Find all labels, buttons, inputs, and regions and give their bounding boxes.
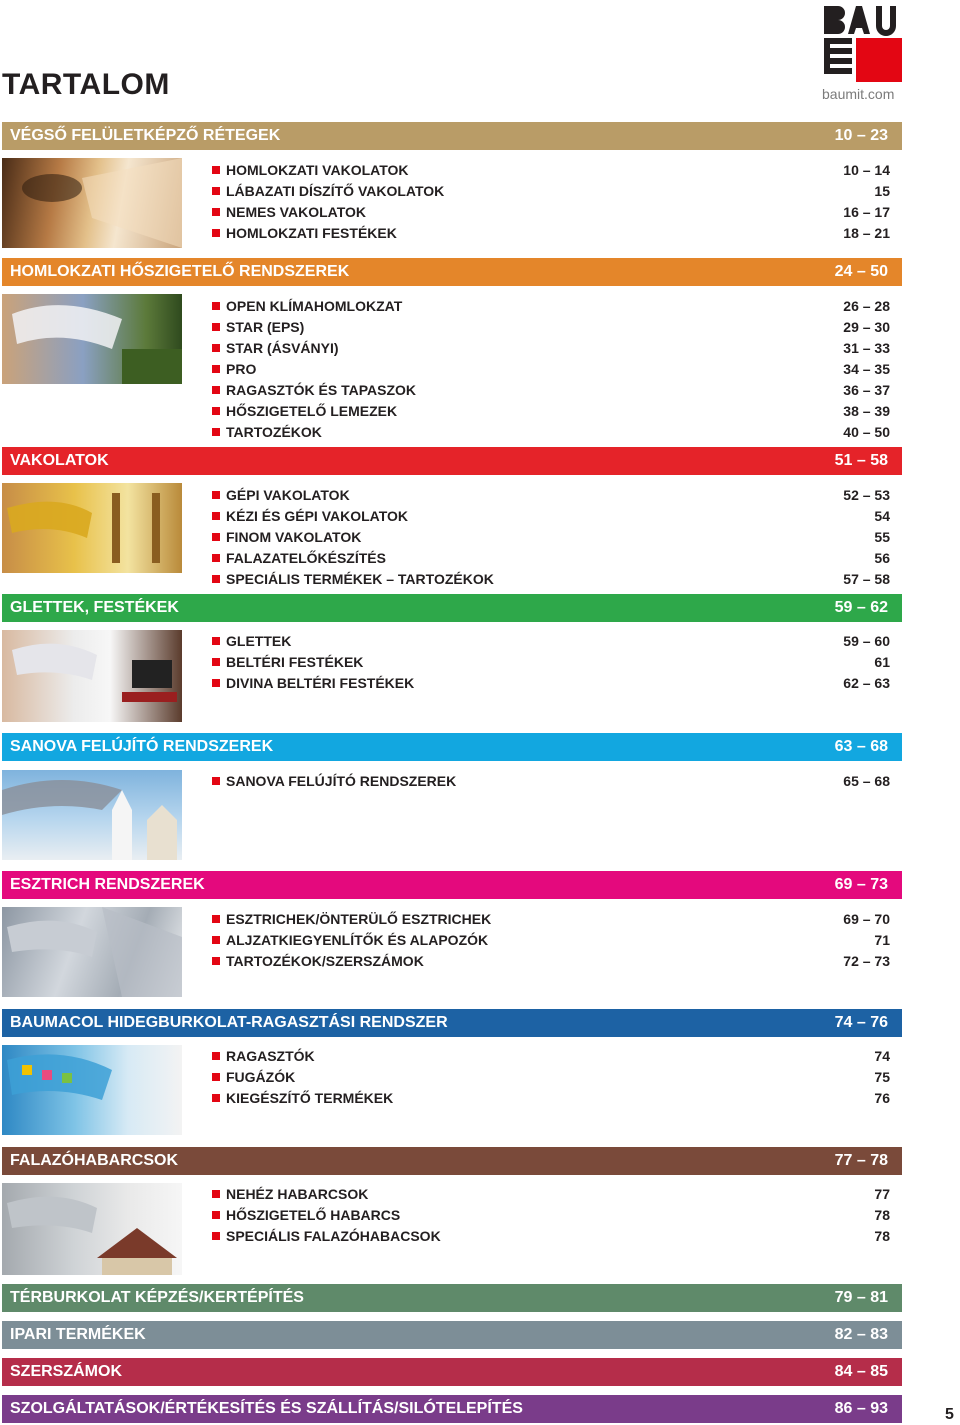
item-label: GLETTEK [226, 633, 292, 649]
item-pages: 36 – 37 [843, 382, 890, 398]
section-pages: 86 – 93 [834, 1400, 888, 1417]
item-pages: 69 – 70 [843, 911, 890, 927]
bullet-square-icon [212, 302, 220, 310]
bullet-square-icon [212, 208, 220, 216]
section-photo [2, 294, 182, 384]
section-photo [2, 1045, 182, 1135]
list-item[interactable] [210, 160, 890, 180]
list-item[interactable] [210, 673, 890, 693]
bullet-square-icon [212, 491, 220, 499]
bullet-square-icon [212, 407, 220, 415]
item-label: STAR (EPS) [226, 319, 305, 335]
logo-url: baumit.com [822, 86, 895, 102]
item-label: GÉPI VAKOLATOK [226, 487, 350, 503]
item-pages: 52 – 53 [843, 487, 890, 503]
section-bar[interactable] [2, 594, 902, 622]
item-label: BELTÉRI FESTÉKEK [226, 654, 364, 670]
item-pages: 54 [874, 508, 890, 524]
bullet-square-icon [212, 575, 220, 583]
bullet-square-icon [212, 229, 220, 237]
section-label: HOMLOKZATI HŐSZIGETELŐ RENDSZEREK [10, 263, 350, 280]
item-label: DIVINA BELTÉRI FESTÉKEK [226, 675, 415, 691]
item-label: FALAZATELŐKÉSZÍTÉS [226, 550, 386, 566]
item-label: FINOM VAKOLATOK [226, 529, 362, 545]
list-item[interactable] [210, 296, 890, 316]
bullet-square-icon [212, 679, 220, 687]
section-label: VÉGSŐ FELÜLETKÉPZŐ RÉTEGEK [10, 127, 281, 144]
item-label: RAGASZTÓK [226, 1048, 315, 1064]
list-item[interactable] [210, 1226, 890, 1246]
section-pages: 77 – 78 [834, 1152, 888, 1169]
page-number: 5 [945, 1406, 954, 1423]
item-label: RAGASZTÓK ÉS TAPASZOK [226, 382, 417, 398]
section-pages: 59 – 62 [834, 599, 888, 616]
item-label: LÁBAZATI DÍSZÍTŐ VAKOLATOK [226, 183, 445, 199]
item-pages: 78 [874, 1228, 890, 1244]
bullet-square-icon [212, 428, 220, 436]
section-label: VAKOLATOK [10, 452, 109, 469]
list-item[interactable] [210, 1067, 890, 1087]
list-item[interactable] [210, 527, 890, 547]
item-pages: 77 [874, 1186, 890, 1202]
item-pages: 65 – 68 [843, 773, 890, 789]
section-label: ESZTRICH RENDSZEREK [10, 876, 205, 893]
list-item[interactable] [210, 181, 890, 201]
item-pages: 26 – 28 [843, 298, 890, 314]
item-label: ESZTRICHEK/ÖNTERÜLŐ ESZTRICHEK [226, 911, 492, 927]
section-bar[interactable] [2, 733, 902, 761]
section-bar[interactable] [2, 871, 902, 899]
list-item[interactable] [210, 1046, 890, 1066]
item-pages: 16 – 17 [843, 204, 890, 220]
item-label: HŐSZIGETELŐ HABARCS [226, 1207, 401, 1223]
section-bar[interactable] [2, 1395, 902, 1423]
list-item[interactable] [210, 401, 890, 421]
item-label: OPEN KLÍMAHOMLOKZAT [226, 298, 403, 314]
section-pages: 82 – 83 [834, 1326, 888, 1343]
section-photo [2, 770, 182, 860]
bullet-square-icon [212, 777, 220, 785]
section-bar[interactable] [2, 258, 902, 286]
section-label: IPARI TERMÉKEK [10, 1326, 146, 1343]
item-pages: 59 – 60 [843, 633, 890, 649]
bullet-square-icon [212, 1211, 220, 1219]
item-pages: 75 [874, 1069, 890, 1085]
bullet-square-icon [212, 187, 220, 195]
item-label: STAR (ÁSVÁNYI) [226, 340, 339, 356]
list-item[interactable] [210, 485, 890, 505]
section-pages: 10 – 23 [834, 127, 888, 144]
item-label: HOMLOKZATI FESTÉKEK [226, 225, 397, 241]
item-label: ALJZATKIEGYENLÍTŐK ÉS ALAPOZÓK [226, 932, 489, 948]
item-pages: 10 – 14 [843, 162, 890, 178]
bullet-square-icon [212, 637, 220, 645]
list-item[interactable] [210, 569, 890, 589]
section-photo [2, 158, 182, 248]
list-item[interactable] [210, 930, 890, 950]
list-item[interactable] [210, 422, 890, 442]
bullet-square-icon [212, 915, 220, 923]
item-label: SPECIÁLIS TERMÉKEK – TARTOZÉKOK [226, 571, 494, 587]
item-label: SPECIÁLIS FALAZÓHABACSOK [226, 1228, 441, 1244]
item-label: KÉZI ÉS GÉPI VAKOLATOK [226, 508, 409, 524]
item-pages: 29 – 30 [843, 319, 890, 335]
item-pages: 31 – 33 [843, 340, 890, 356]
section-photo [2, 1183, 182, 1275]
item-pages: 61 [874, 654, 890, 670]
section-photo [2, 483, 182, 573]
bullet-square-icon [212, 1232, 220, 1240]
list-item[interactable] [210, 631, 890, 651]
bullet-square-icon [212, 1190, 220, 1198]
item-pages: 34 – 35 [843, 361, 890, 377]
bullet-square-icon [212, 1052, 220, 1060]
section-pages: 84 – 85 [834, 1363, 888, 1380]
section-label: SZOLGÁLTATÁSOK/ÉRTÉKESÍTÉS ÉS SZÁLLÍTÁS/SILÓTELEPÍTÉS [10, 1400, 523, 1417]
item-pages: 40 – 50 [843, 424, 890, 440]
bullet-square-icon [212, 1073, 220, 1081]
section-photo [2, 630, 182, 722]
list-item[interactable] [210, 317, 890, 337]
section-label: SANOVA FELÚJÍTÓ RENDSZEREK [10, 738, 274, 755]
bullet-square-icon [212, 957, 220, 965]
section-pages: 24 – 50 [834, 263, 888, 280]
section-bar[interactable] [2, 1321, 902, 1349]
bullet-square-icon [212, 658, 220, 666]
list-item[interactable] [210, 359, 890, 379]
item-pages: 62 – 63 [843, 675, 890, 691]
list-item[interactable] [210, 909, 890, 929]
bullet-square-icon [212, 166, 220, 174]
list-item[interactable] [210, 1205, 890, 1225]
item-label: PRO [226, 361, 257, 377]
section-bar[interactable] [2, 1147, 902, 1175]
bullet-square-icon [212, 936, 220, 944]
bullet-square-icon [212, 533, 220, 541]
list-item[interactable] [210, 652, 890, 672]
section-bar[interactable] [2, 1358, 902, 1386]
item-pages: 18 – 21 [843, 225, 890, 241]
list-item[interactable] [210, 771, 890, 791]
list-item[interactable] [210, 1088, 890, 1108]
section-bar[interactable] [2, 447, 902, 475]
item-label: TARTOZÉKOK/SZERSZÁMOK [226, 953, 424, 969]
list-item[interactable] [210, 202, 890, 222]
section-pages: 74 – 76 [834, 1014, 888, 1031]
item-pages: 56 [874, 550, 890, 566]
item-label: KIEGÉSZÍTŐ TERMÉKEK [226, 1090, 394, 1106]
item-label: TARTOZÉKOK [226, 424, 322, 440]
section-photo [2, 907, 182, 997]
bullet-square-icon [212, 1094, 220, 1102]
list-item[interactable] [210, 951, 890, 971]
item-pages: 15 [874, 183, 890, 199]
bullet-square-icon [212, 386, 220, 394]
section-label: FALAZÓHABARCSOK [10, 1152, 178, 1169]
list-item[interactable] [210, 548, 890, 568]
list-item[interactable] [210, 223, 890, 243]
item-label: NEHÉZ HABARCSOK [226, 1186, 369, 1202]
section-bar[interactable] [2, 1009, 902, 1037]
section-label: SZERSZÁMOK [10, 1363, 122, 1380]
section-label: GLETTEK, FESTÉKEK [10, 599, 179, 616]
item-pages: 71 [874, 932, 890, 948]
section-pages: 51 – 58 [834, 452, 888, 469]
list-item[interactable] [210, 506, 890, 526]
item-pages: 57 – 58 [843, 571, 890, 587]
section-label: BAUMACOL HIDEGBURKOLAT-RAGASZTÁSI RENDSZER [10, 1014, 448, 1031]
item-pages: 72 – 73 [843, 953, 890, 969]
item-pages: 76 [874, 1090, 890, 1106]
section-pages: 69 – 73 [834, 876, 888, 893]
bullet-square-icon [212, 554, 220, 562]
baumit-logo [822, 4, 904, 84]
item-label: NEMES VAKOLATOK [226, 204, 367, 220]
section-bar[interactable] [2, 1284, 902, 1312]
item-label: HOMLOKZATI VAKOLATOK [226, 162, 409, 178]
item-pages: 78 [874, 1207, 890, 1223]
section-pages: 79 – 81 [834, 1289, 888, 1306]
bullet-square-icon [212, 323, 220, 331]
item-pages: 38 – 39 [843, 403, 890, 419]
list-item[interactable] [210, 380, 890, 400]
page-title: TARTALOM [2, 68, 170, 101]
bullet-square-icon [212, 512, 220, 520]
item-pages: 55 [874, 529, 890, 545]
bullet-square-icon [212, 344, 220, 352]
list-item[interactable] [210, 338, 890, 358]
section-label: TÉRBURKOLAT KÉPZÉS/KERTÉPÍTÉS [10, 1289, 304, 1306]
item-pages: 74 [874, 1048, 890, 1064]
item-label: FUGÁZÓK [226, 1069, 296, 1085]
item-label: SANOVA FELÚJÍTÓ RENDSZEREK [226, 773, 457, 789]
bullet-square-icon [212, 365, 220, 373]
list-item[interactable] [210, 1184, 890, 1204]
section-pages: 63 – 68 [834, 738, 888, 755]
item-label: HŐSZIGETELŐ LEMEZEK [226, 403, 398, 419]
section-bar[interactable] [2, 122, 902, 150]
